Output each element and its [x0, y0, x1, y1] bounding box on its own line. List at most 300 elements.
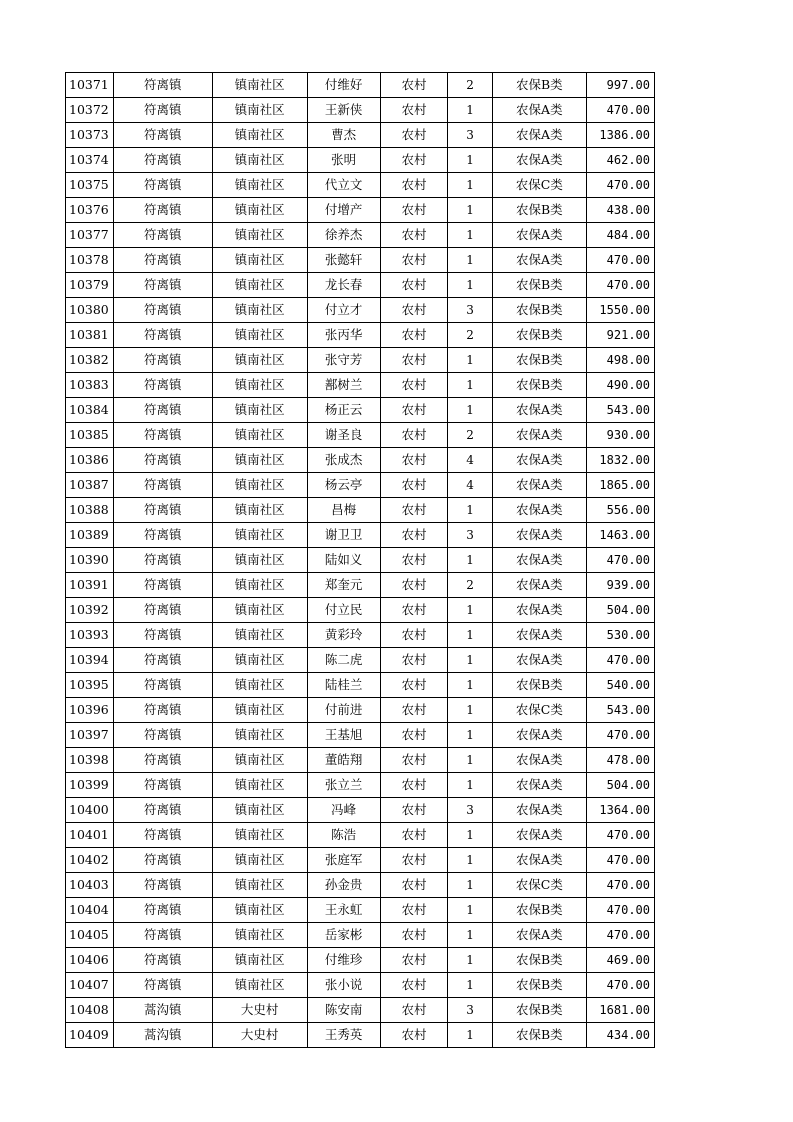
record-id-cell: 10389	[66, 523, 114, 548]
member-count-cell: 2	[448, 323, 493, 348]
record-id-cell: 10382	[66, 348, 114, 373]
member-count-cell: 1	[448, 223, 493, 248]
community-cell: 镇南社区	[212, 898, 307, 923]
table-row	[66, 823, 655, 848]
amount-cell: 484.00	[586, 223, 654, 248]
community-cell: 镇南社区	[212, 823, 307, 848]
table-row	[66, 598, 655, 623]
amount-cell: 997.00	[586, 73, 654, 98]
community-cell: 镇南社区	[212, 323, 307, 348]
insurance-category-cell: 农保A类	[492, 98, 586, 123]
name-cell: 谢卫卫	[307, 523, 380, 548]
community-cell: 镇南社区	[212, 248, 307, 273]
household-type-cell: 农村	[380, 973, 447, 998]
community-cell: 镇南社区	[212, 873, 307, 898]
record-id-cell: 10406	[66, 948, 114, 973]
amount-cell: 470.00	[586, 98, 654, 123]
table-row	[66, 473, 655, 498]
town-cell: 符离镇	[113, 348, 212, 373]
name-cell: 王新侠	[307, 98, 380, 123]
table-row	[66, 223, 655, 248]
insurance-category-cell: 农保C类	[492, 173, 586, 198]
town-cell: 符离镇	[113, 123, 212, 148]
insurance-category-cell: 农保B类	[492, 298, 586, 323]
insurance-category-cell: 农保B类	[492, 73, 586, 98]
community-cell: 镇南社区	[212, 498, 307, 523]
table-row	[66, 323, 655, 348]
community-cell: 镇南社区	[212, 623, 307, 648]
community-cell: 镇南社区	[212, 448, 307, 473]
record-id-cell: 10387	[66, 473, 114, 498]
table-row	[66, 898, 655, 923]
member-count-cell: 1	[448, 348, 493, 373]
record-id-cell: 10403	[66, 873, 114, 898]
table-row	[66, 798, 655, 823]
community-cell: 镇南社区	[212, 198, 307, 223]
amount-cell: 469.00	[586, 948, 654, 973]
household-type-cell: 农村	[380, 873, 447, 898]
amount-cell: 470.00	[586, 823, 654, 848]
town-cell: 符离镇	[113, 198, 212, 223]
amount-cell: 1832.00	[586, 448, 654, 473]
member-count-cell: 2	[448, 573, 493, 598]
insurance-category-cell: 农保A类	[492, 773, 586, 798]
name-cell: 黄彩玲	[307, 623, 380, 648]
amount-cell: 1364.00	[586, 798, 654, 823]
table-row	[66, 848, 655, 873]
table-row	[66, 98, 655, 123]
amount-cell: 1463.00	[586, 523, 654, 548]
record-id-cell: 10392	[66, 598, 114, 623]
insurance-category-cell: 农保A类	[492, 473, 586, 498]
insurance-category-cell: 农保B类	[492, 198, 586, 223]
amount-cell: 470.00	[586, 723, 654, 748]
table-row	[66, 873, 655, 898]
member-count-cell: 1	[448, 598, 493, 623]
town-cell: 符离镇	[113, 923, 212, 948]
table-row	[66, 723, 655, 748]
name-cell: 陈安南	[307, 998, 380, 1023]
household-type-cell: 农村	[380, 373, 447, 398]
insurance-category-cell: 农保A类	[492, 848, 586, 873]
town-cell: 符离镇	[113, 98, 212, 123]
community-cell: 镇南社区	[212, 223, 307, 248]
household-type-cell: 农村	[380, 598, 447, 623]
household-type-cell: 农村	[380, 898, 447, 923]
insurance-category-cell: 农保A类	[492, 798, 586, 823]
table-row	[66, 773, 655, 798]
insurance-category-cell: 农保B类	[492, 998, 586, 1023]
town-cell: 符离镇	[113, 848, 212, 873]
record-id-cell: 10393	[66, 623, 114, 648]
member-count-cell: 3	[448, 523, 493, 548]
table-row	[66, 273, 655, 298]
household-type-cell: 农村	[380, 298, 447, 323]
household-type-cell: 农村	[380, 523, 447, 548]
amount-cell: 498.00	[586, 348, 654, 373]
name-cell: 王基旭	[307, 723, 380, 748]
table-row	[66, 298, 655, 323]
community-cell: 镇南社区	[212, 548, 307, 573]
member-count-cell: 1	[448, 373, 493, 398]
table-row	[66, 648, 655, 673]
amount-cell: 470.00	[586, 848, 654, 873]
name-cell: 付增产	[307, 198, 380, 223]
amount-cell: 470.00	[586, 873, 654, 898]
town-cell: 符离镇	[113, 823, 212, 848]
community-cell: 镇南社区	[212, 798, 307, 823]
record-id-cell: 10391	[66, 573, 114, 598]
name-cell: 张小说	[307, 973, 380, 998]
member-count-cell: 1	[448, 648, 493, 673]
amount-cell: 1386.00	[586, 123, 654, 148]
community-cell: 镇南社区	[212, 173, 307, 198]
member-count-cell: 1	[448, 973, 493, 998]
amount-cell: 540.00	[586, 673, 654, 698]
amount-cell: 438.00	[586, 198, 654, 223]
town-cell: 符离镇	[113, 248, 212, 273]
member-count-cell: 1	[448, 398, 493, 423]
name-cell: 杨正云	[307, 398, 380, 423]
household-type-cell: 农村	[380, 698, 447, 723]
table-row	[66, 173, 655, 198]
table-row	[66, 348, 655, 373]
name-cell: 付维好	[307, 73, 380, 98]
member-count-cell: 2	[448, 423, 493, 448]
record-id-cell: 10396	[66, 698, 114, 723]
name-cell: 陆如义	[307, 548, 380, 573]
record-id-cell: 10377	[66, 223, 114, 248]
household-type-cell: 农村	[380, 998, 447, 1023]
name-cell: 张立兰	[307, 773, 380, 798]
amount-cell: 543.00	[586, 398, 654, 423]
table-row	[66, 923, 655, 948]
community-cell: 镇南社区	[212, 648, 307, 673]
member-count-cell: 1	[448, 898, 493, 923]
table-row	[66, 448, 655, 473]
name-cell: 陆桂兰	[307, 673, 380, 698]
household-type-cell: 农村	[380, 198, 447, 223]
community-cell: 镇南社区	[212, 148, 307, 173]
town-cell: 符离镇	[113, 323, 212, 348]
record-id-cell: 10378	[66, 248, 114, 273]
record-id-cell: 10395	[66, 673, 114, 698]
record-id-cell: 10386	[66, 448, 114, 473]
community-cell: 镇南社区	[212, 373, 307, 398]
household-type-cell: 农村	[380, 473, 447, 498]
household-type-cell: 农村	[380, 98, 447, 123]
town-cell: 符离镇	[113, 548, 212, 573]
member-count-cell: 1	[448, 673, 493, 698]
community-cell: 大史村	[212, 1023, 307, 1048]
insurance-category-cell: 农保B类	[492, 273, 586, 298]
amount-cell: 470.00	[586, 173, 654, 198]
town-cell: 符离镇	[113, 973, 212, 998]
record-id-cell: 10405	[66, 923, 114, 948]
amount-cell: 556.00	[586, 498, 654, 523]
insurance-category-cell: 农保C类	[492, 698, 586, 723]
insurance-category-cell: 农保A类	[492, 648, 586, 673]
insurance-category-cell: 农保A类	[492, 223, 586, 248]
record-id-cell: 10404	[66, 898, 114, 923]
amount-cell: 462.00	[586, 148, 654, 173]
name-cell: 张庭军	[307, 848, 380, 873]
insurance-category-cell: 农保A类	[492, 823, 586, 848]
town-cell: 符离镇	[113, 398, 212, 423]
name-cell: 鄯树兰	[307, 373, 380, 398]
record-id-cell: 10379	[66, 273, 114, 298]
insurance-category-cell: 农保A类	[492, 548, 586, 573]
record-id-cell: 10374	[66, 148, 114, 173]
amount-cell: 478.00	[586, 748, 654, 773]
member-count-cell: 1	[448, 848, 493, 873]
household-type-cell: 农村	[380, 223, 447, 248]
town-cell: 符离镇	[113, 573, 212, 598]
name-cell: 张丙华	[307, 323, 380, 348]
household-type-cell: 农村	[380, 573, 447, 598]
table-row	[66, 248, 655, 273]
insurance-category-cell: 农保B类	[492, 373, 586, 398]
community-cell: 大史村	[212, 998, 307, 1023]
town-cell: 符离镇	[113, 673, 212, 698]
household-type-cell: 农村	[380, 923, 447, 948]
insurance-category-cell: 农保B类	[492, 348, 586, 373]
amount-cell: 930.00	[586, 423, 654, 448]
table-row	[66, 573, 655, 598]
community-cell: 镇南社区	[212, 523, 307, 548]
member-count-cell: 1	[448, 273, 493, 298]
name-cell: 昌梅	[307, 498, 380, 523]
town-cell: 符离镇	[113, 873, 212, 898]
community-cell: 镇南社区	[212, 973, 307, 998]
table-row	[66, 748, 655, 773]
record-id-cell: 10372	[66, 98, 114, 123]
town-cell: 符离镇	[113, 373, 212, 398]
amount-cell: 470.00	[586, 898, 654, 923]
table-row	[66, 498, 655, 523]
table-row	[66, 698, 655, 723]
member-count-cell: 1	[448, 773, 493, 798]
insurance-category-cell: 农保A类	[492, 748, 586, 773]
record-id-cell: 10373	[66, 123, 114, 148]
member-count-cell: 1	[448, 698, 493, 723]
town-cell: 符离镇	[113, 298, 212, 323]
insurance-category-cell: 农保A类	[492, 923, 586, 948]
community-cell: 镇南社区	[212, 948, 307, 973]
household-type-cell: 农村	[380, 773, 447, 798]
name-cell: 陈浩	[307, 823, 380, 848]
name-cell: 付维珍	[307, 948, 380, 973]
household-type-cell: 农村	[380, 398, 447, 423]
member-count-cell: 3	[448, 798, 493, 823]
insurance-category-cell: 农保B类	[492, 973, 586, 998]
amount-cell: 530.00	[586, 623, 654, 648]
household-type-cell: 农村	[380, 823, 447, 848]
town-cell: 符离镇	[113, 173, 212, 198]
record-id-cell: 10402	[66, 848, 114, 873]
town-cell: 符离镇	[113, 948, 212, 973]
table-row	[66, 148, 655, 173]
town-cell: 符离镇	[113, 798, 212, 823]
insurance-category-cell: 农保A类	[492, 598, 586, 623]
name-cell: 徐养杰	[307, 223, 380, 248]
town-cell: 符离镇	[113, 748, 212, 773]
insurance-category-cell: 农保A类	[492, 423, 586, 448]
record-id-cell: 10384	[66, 398, 114, 423]
town-cell: 蒿沟镇	[113, 1023, 212, 1048]
record-id-cell: 10376	[66, 198, 114, 223]
member-count-cell: 1	[448, 923, 493, 948]
name-cell: 郑奎元	[307, 573, 380, 598]
household-type-cell: 农村	[380, 848, 447, 873]
member-count-cell: 1	[448, 723, 493, 748]
name-cell: 岳家彬	[307, 923, 380, 948]
name-cell: 曹杰	[307, 123, 380, 148]
name-cell: 董皓翔	[307, 748, 380, 773]
member-count-cell: 4	[448, 448, 493, 473]
table-row	[66, 973, 655, 998]
amount-cell: 490.00	[586, 373, 654, 398]
insurance-category-cell: 农保A类	[492, 623, 586, 648]
member-count-cell: 3	[448, 123, 493, 148]
amount-cell: 470.00	[586, 648, 654, 673]
table-row	[66, 623, 655, 648]
record-id-cell: 10399	[66, 773, 114, 798]
household-type-cell: 农村	[380, 748, 447, 773]
name-cell: 张守芳	[307, 348, 380, 373]
record-id-cell: 10388	[66, 498, 114, 523]
town-cell: 符离镇	[113, 723, 212, 748]
town-cell: 符离镇	[113, 498, 212, 523]
insurance-category-cell: 农保A类	[492, 573, 586, 598]
insurance-category-cell: 农保A类	[492, 723, 586, 748]
member-count-cell: 1	[448, 148, 493, 173]
community-cell: 镇南社区	[212, 748, 307, 773]
record-id-cell: 10401	[66, 823, 114, 848]
member-count-cell: 1	[448, 248, 493, 273]
amount-cell: 434.00	[586, 1023, 654, 1048]
community-cell: 镇南社区	[212, 73, 307, 98]
insurance-category-cell: 农保A类	[492, 523, 586, 548]
town-cell: 符离镇	[113, 598, 212, 623]
member-count-cell: 1	[448, 823, 493, 848]
community-cell: 镇南社区	[212, 298, 307, 323]
community-cell: 镇南社区	[212, 348, 307, 373]
town-cell: 符离镇	[113, 523, 212, 548]
town-cell: 符离镇	[113, 898, 212, 923]
name-cell: 张成杰	[307, 448, 380, 473]
table-row	[66, 423, 655, 448]
insurance-category-cell: 农保B类	[492, 673, 586, 698]
member-count-cell: 4	[448, 473, 493, 498]
community-cell: 镇南社区	[212, 273, 307, 298]
community-cell: 镇南社区	[212, 848, 307, 873]
household-type-cell: 农村	[380, 548, 447, 573]
community-cell: 镇南社区	[212, 773, 307, 798]
amount-cell: 504.00	[586, 773, 654, 798]
member-count-cell: 1	[448, 748, 493, 773]
community-cell: 镇南社区	[212, 423, 307, 448]
town-cell: 符离镇	[113, 223, 212, 248]
record-id-cell: 10380	[66, 298, 114, 323]
record-id-cell: 10385	[66, 423, 114, 448]
town-cell: 符离镇	[113, 423, 212, 448]
community-cell: 镇南社区	[212, 673, 307, 698]
amount-cell: 1681.00	[586, 998, 654, 1023]
amount-cell: 504.00	[586, 598, 654, 623]
insurance-category-cell: 农保A类	[492, 398, 586, 423]
insurance-category-cell: 农保B类	[492, 948, 586, 973]
amount-cell: 470.00	[586, 923, 654, 948]
household-type-cell: 农村	[380, 448, 447, 473]
member-count-cell: 1	[448, 498, 493, 523]
table-body	[66, 73, 655, 1048]
record-id-cell: 10407	[66, 973, 114, 998]
household-type-cell: 农村	[380, 123, 447, 148]
town-cell: 符离镇	[113, 473, 212, 498]
town-cell: 符离镇	[113, 648, 212, 673]
household-type-cell: 农村	[380, 723, 447, 748]
community-cell: 镇南社区	[212, 98, 307, 123]
insurance-category-cell: 农保A类	[492, 248, 586, 273]
record-id-cell: 10371	[66, 73, 114, 98]
insurance-category-cell: 农保A类	[492, 448, 586, 473]
member-count-cell: 3	[448, 998, 493, 1023]
name-cell: 冯峰	[307, 798, 380, 823]
insurance-category-cell: 农保B类	[492, 898, 586, 923]
table-row	[66, 673, 655, 698]
insurance-category-cell: 农保C类	[492, 873, 586, 898]
town-cell: 符离镇	[113, 773, 212, 798]
name-cell: 付立民	[307, 598, 380, 623]
name-cell: 谢圣良	[307, 423, 380, 448]
amount-cell: 470.00	[586, 973, 654, 998]
community-cell: 镇南社区	[212, 398, 307, 423]
household-type-cell: 农村	[380, 1023, 447, 1048]
amount-cell: 543.00	[586, 698, 654, 723]
insurance-category-cell: 农保A类	[492, 498, 586, 523]
name-cell: 杨云亭	[307, 473, 380, 498]
community-cell: 镇南社区	[212, 698, 307, 723]
town-cell: 符离镇	[113, 73, 212, 98]
member-count-cell: 3	[448, 298, 493, 323]
table-row	[66, 398, 655, 423]
table-row	[66, 198, 655, 223]
member-count-cell: 1	[448, 873, 493, 898]
name-cell: 付立才	[307, 298, 380, 323]
name-cell: 张懿轩	[307, 248, 380, 273]
household-type-cell: 农村	[380, 623, 447, 648]
name-cell: 王永虹	[307, 898, 380, 923]
table-row	[66, 548, 655, 573]
member-count-cell: 1	[448, 623, 493, 648]
community-cell: 镇南社区	[212, 923, 307, 948]
record-id-cell: 10397	[66, 723, 114, 748]
member-count-cell: 1	[448, 1023, 493, 1048]
member-count-cell: 2	[448, 73, 493, 98]
household-type-cell: 农村	[380, 673, 447, 698]
record-id-cell: 10383	[66, 373, 114, 398]
member-count-cell: 1	[448, 198, 493, 223]
record-id-cell: 10400	[66, 798, 114, 823]
data-table	[65, 72, 655, 1048]
household-type-cell: 农村	[380, 323, 447, 348]
name-cell: 代立文	[307, 173, 380, 198]
household-type-cell: 农村	[380, 798, 447, 823]
amount-cell: 470.00	[586, 273, 654, 298]
town-cell: 符离镇	[113, 698, 212, 723]
record-id-cell: 10381	[66, 323, 114, 348]
